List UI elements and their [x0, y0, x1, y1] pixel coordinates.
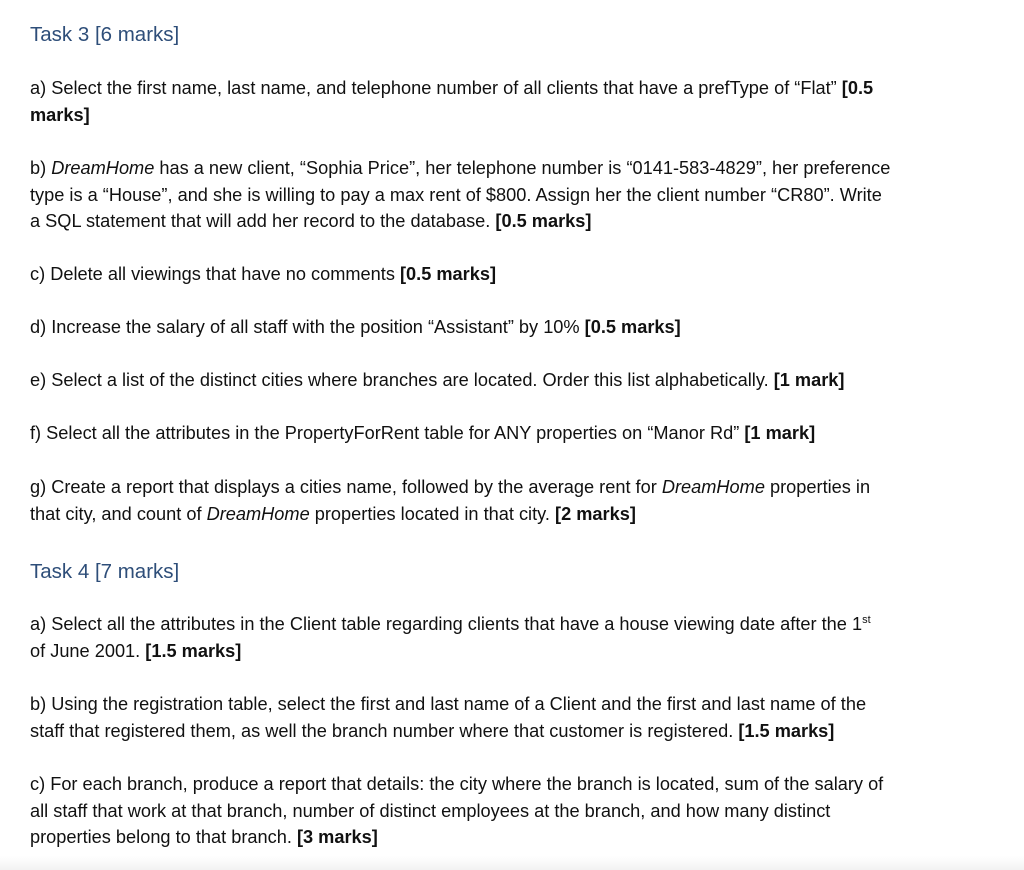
task3-c-text: c) Delete all viewings that have no comments — [30, 264, 400, 284]
task3-c-marks: [0.5 marks] — [399, 264, 497, 284]
task3-b-prefix: b) — [30, 158, 52, 178]
task3-b-brand: DreamHome — [51, 158, 155, 178]
task3-g-line2a: that city, and count of — [30, 503, 207, 524]
task3-b-line2: type is a “House”, and she is willing to pay a max rent of $800. Assign her the client number “CR80”. Write — [30, 184, 882, 205]
task3-a-marks: [0.5 — [841, 78, 874, 98]
task4-c-line3: properties belong to that branch. — [30, 827, 297, 847]
task4-c-line2: all staff that work at that branch, number of distinct employees at the branch, and how many distinct — [30, 800, 831, 821]
task3-e-marks: [1 mark] — [773, 370, 845, 390]
task3-b-line3: a SQL statement that will add her record to the database. — [30, 211, 496, 231]
task4-question-a — [30, 611, 990, 664]
task3-heading: Task 3 [6 marks] — [30, 23, 180, 46]
task4-b-marks: [1.5 marks] — [738, 720, 835, 741]
task3-question-b — [30, 155, 990, 235]
task4-a-line2: of June 2001. — [30, 640, 146, 661]
task4-a-superscript: st — [862, 614, 871, 626]
task4-b-line2: staff that registered them, as well the branch number where that customer is registered. — [30, 720, 739, 741]
page-bottom-edge — [0, 856, 1024, 870]
task4-question-c — [30, 771, 990, 851]
task4-a-line1: a) Select all the attributes in the Client table regarding clients that have a house viewing date after the 1 — [30, 614, 863, 634]
task3-d-marks: [0.5 marks] — [584, 317, 681, 337]
task4-question-b — [30, 691, 990, 744]
task3-g-marks: [2 marks] — [555, 503, 636, 524]
task3-g-line2b: properties located in that city. — [309, 503, 556, 524]
task4-b-line1: b) Using the registration table, select the first and last name of a Client and the first and last name of the — [30, 694, 867, 714]
task4-c-marks: [3 marks] — [296, 827, 378, 847]
task4-a-marks: [1.5 marks] — [145, 640, 242, 661]
task4-c-line1: c) For each branch, produce a report that details: the city where the branch is located, sum of the salary of — [30, 774, 884, 794]
task3-g-brand1: DreamHome — [661, 477, 765, 497]
task3-b-line1: has a new client, “Sophia Price”, her telephone number is “0141-583-4829”, her preference — [154, 158, 891, 178]
task4-heading: Task 4 [7 marks] — [30, 560, 180, 583]
task3-f-text: f) Select all the attributes in the PropertyForRent table for ANY properties on “Manor Rd” — [30, 423, 745, 443]
task3-question-f — [30, 420, 990, 447]
task3-question-a — [30, 75, 990, 128]
task3-g-line1a: g) Create a report that displays a cities name, followed by the average rent for — [30, 477, 662, 497]
task3-d-text: d) Increase the salary of all staff with the position “Assistant” by 10% — [30, 317, 585, 337]
task3-question-c — [30, 261, 990, 288]
task3-g-line1b: properties in — [764, 477, 871, 497]
task3-a-text: a) Select the first name, last name, and telephone number of all clients that have a prefType of “Flat” — [30, 78, 842, 98]
task3-f-marks: [1 mark] — [744, 423, 816, 443]
task3-question-e — [30, 367, 990, 394]
task3-g-brand2: DreamHome — [206, 503, 310, 524]
task3-question-d — [30, 314, 990, 341]
task3-question-g — [30, 474, 990, 527]
task3-b-marks: [0.5 marks] — [495, 211, 592, 231]
task3-a-marks-cont: marks] — [30, 104, 90, 125]
task3-e-text: e) Select a list of the distinct cities where branches are located. Order this list alphabetically. — [30, 370, 774, 390]
